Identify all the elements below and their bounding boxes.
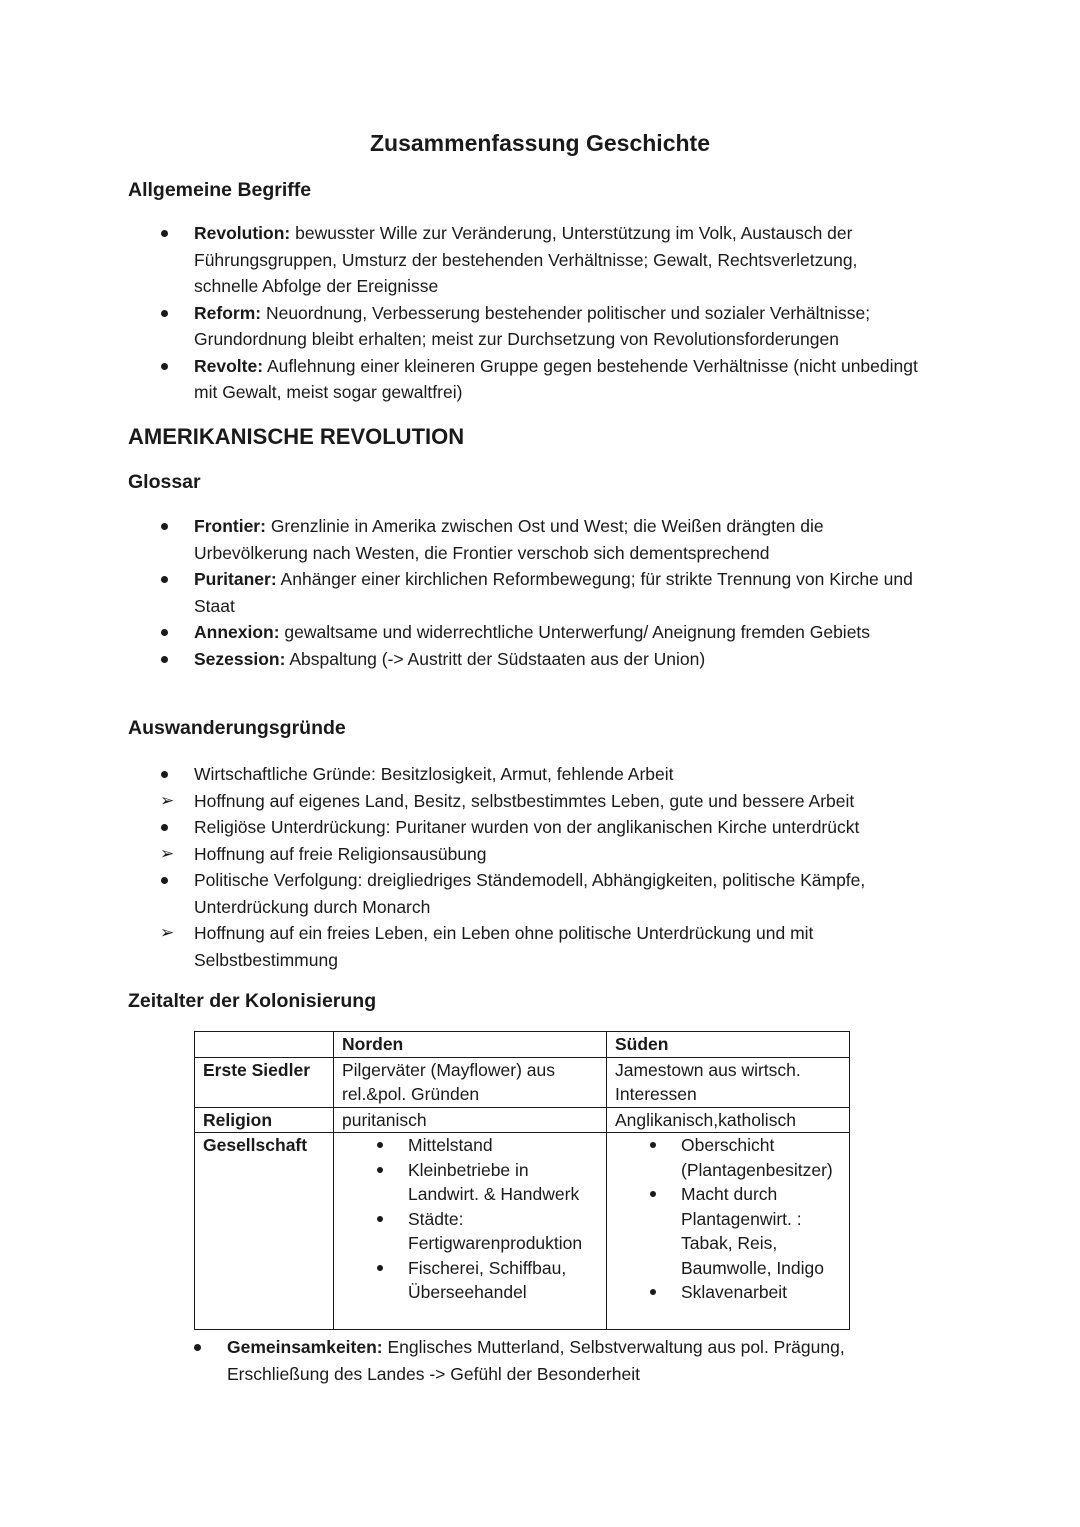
list-item: Revolte: Auflehnung einer kleineren Gruppe gegen bestehende Verhältnisse (nicht unbedingt mit Gewalt, meist sogar gewaltfrei): [194, 353, 994, 406]
row-label-religion: Religion: [195, 1107, 334, 1133]
page-title: Zusammenfassung Geschichte: [370, 130, 710, 156]
table-cell: Jamestown aus wirtsch. Interessen: [607, 1057, 850, 1107]
heading-auswanderungsgruende: Auswanderungsgründe: [128, 717, 346, 739]
arrow-bullet-icon: ➢: [160, 843, 175, 863]
list-allgemeine-begriffe: [194, 220, 994, 406]
bullet-icon: [377, 1265, 383, 1271]
list-item: Städte: Fertigwarenproduktion: [408, 1207, 598, 1256]
nord-gesellschaft-list: [342, 1133, 598, 1305]
bullet-icon: [377, 1167, 383, 1173]
table-row: [195, 1107, 850, 1133]
heading-glossar: Glossar: [128, 471, 201, 493]
list-item: Sklavenarbeit: [681, 1280, 841, 1305]
list-item: Revolution: bewusster Wille zur Veränderung, Unterstützung im Volk, Austausch der Führungsgruppen, Umsturz der bestehenden Verhältnisse; Gewalt, Rechtsverletzung, schnelle Abfolge der Ereignisse: [194, 220, 994, 300]
sued-gesellschaft-list: [615, 1133, 841, 1305]
arrow-bullet-icon: ➢: [160, 790, 175, 810]
list-item: Religiöse Unterdrückung: Puritaner wurden von der anglikanischen Kirche unterdrückt ➢ Hoffnung auf freie Religionsausübung: [194, 814, 994, 867]
heading-allgemeine-begriffe: Allgemeine Begriffe: [128, 179, 312, 201]
list-item: Fischerei, Schiffbau, Überseehandel: [408, 1256, 598, 1305]
table-cell: Pilgerväter (Mayflower) aus rel.&pol. Gründen: [334, 1057, 607, 1107]
row-label-erste-siedler: Erste Siedler: [195, 1057, 334, 1107]
list-auswanderungsgruende: [160, 761, 994, 973]
table-header-norden: Norden: [334, 1032, 607, 1058]
bullet-icon: [377, 1216, 383, 1222]
list-item: Annexion: gewaltsame und widerrechtliche Unterwerfung/ Aneignung fremden Gebiets: [194, 619, 994, 646]
bullet-icon: [161, 523, 168, 530]
bullet-icon: [161, 656, 168, 663]
bullet-icon: [650, 1289, 656, 1295]
table-cell: [334, 1133, 607, 1330]
list-item: Politische Verfolgung: dreigliedriges Ständemodell, Abhängigkeiten, politische Kämpfe, Unterdrückung durch Monarch ➢ Hoffnung auf ein freies Leben, ein Leben ohne politische Unterdrückung und mit Selbstbestimmung: [194, 867, 994, 973]
arrow-bullet-icon: ➢: [160, 923, 175, 942]
bullet-icon: [161, 877, 168, 884]
list-item: Mittelstand: [408, 1133, 598, 1158]
list-item: Wirtschaftliche Gründe: Besitzlosigkeit, Armut, fehlende Arbeit ➢ Hoffnung auf eigenes Land, Besitz, selbstbestimmtes Leben, gute und bessere Arbeit: [194, 761, 994, 814]
bullet-icon: [194, 1344, 201, 1351]
table-header-sueden: Süden: [607, 1032, 850, 1058]
list-glossar: [194, 513, 994, 672]
list-item: Gemeinsamkeiten: Englisches Mutterland, Selbstverwaltung aus pol. Prägung, Erschließung des Landes -> Gefühl der Besonderheit: [227, 1334, 1007, 1387]
table-cell: Anglikanisch,katholisch: [607, 1107, 850, 1133]
bullet-icon: [650, 1142, 656, 1148]
heading-zeitalter-der-kolonisierung: Zeitalter der Kolonisierung: [128, 990, 377, 1012]
table-header-row: [195, 1032, 850, 1058]
list-item: Oberschicht (Plantagenbesitzer): [681, 1133, 841, 1182]
sub-item: ➢ Hoffnung auf ein freies Leben, ein Leben ohne politische Unterdrückung und mit Selbstbestimmung: [128, 920, 994, 973]
table-row: [195, 1133, 850, 1330]
bullet-icon: [161, 771, 168, 778]
bullet-icon: [161, 310, 168, 317]
sub-item: ➢ Hoffnung auf eigenes Land, Besitz, selbstbestimmtes Leben, gute und bessere Arbeit: [128, 788, 994, 815]
list-item: Puritaner: Anhänger einer kirchlichen Reformbewegung; für strikte Trennung von Kirche und Staat: [194, 566, 994, 619]
kolonisierung-table: [194, 1031, 850, 1330]
list-gemeinsamkeiten: [227, 1334, 1007, 1387]
bullet-icon: [377, 1142, 383, 1148]
list-item: Reform: Neuordnung, Verbesserung bestehender politischer und sozialer Verhältnisse; Grundordnung bleibt erhalten; meist zur Durchsetzung von Revolutionsforderungen: [194, 300, 994, 353]
list-item: Macht durch Plantagenwirt. : Tabak, Reis, Baumwolle, Indigo: [681, 1182, 841, 1280]
table-row: [195, 1057, 850, 1107]
bullet-icon: [161, 363, 168, 370]
row-label-gesellschaft: Gesellschaft: [195, 1133, 334, 1330]
heading-amerikanische-revolution: AMERIKANISCHE REVOLUTION: [128, 424, 465, 449]
list-item: Kleinbetriebe in Landwirt. & Handwerk: [408, 1158, 598, 1207]
bullet-icon: [161, 230, 168, 237]
bullet-icon: [650, 1191, 656, 1197]
table-cell: puritanisch: [334, 1107, 607, 1133]
sub-item: ➢ Hoffnung auf freie Religionsausübung: [128, 841, 994, 868]
bullet-icon: [161, 629, 168, 636]
list-item: Frontier: Grenzlinie in Amerika zwischen Ost und West; die Weißen drängten die Urbevölkerung nach Westen, die Frontier verschob sich dementsprechend: [194, 513, 994, 566]
table-cell: [195, 1032, 334, 1058]
bullet-icon: [161, 576, 168, 583]
list-item: Sezession: Abspaltung (-> Austritt der Südstaaten aus der Union): [194, 646, 994, 673]
bullet-icon: [161, 824, 168, 831]
table-cell: [607, 1133, 850, 1330]
